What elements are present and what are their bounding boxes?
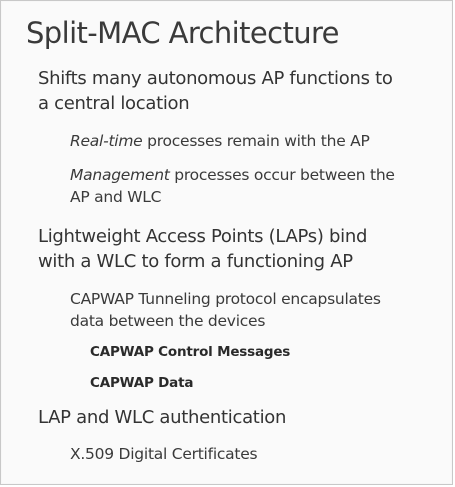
- bullet-line: CAPWAP Tunneling protocol encapsulates: [70, 290, 381, 308]
- bullet-text: processes remain with the AP: [142, 132, 370, 150]
- bullet-line: AP and WLC: [70, 188, 162, 206]
- bullet-text: processes occur between the: [169, 166, 395, 184]
- bullet-line: data between the devices: [70, 312, 266, 330]
- bullet-line: with a WLC to form a functioning AP: [38, 251, 353, 272]
- bullet-emphasis: Management: [70, 166, 170, 184]
- bullet-split-mac-shift: [38, 66, 393, 116]
- bullet-line: a central location: [38, 93, 190, 114]
- bullet-management: [70, 164, 395, 208]
- bullet-capwap-data: CAPWAP Data: [90, 375, 194, 391]
- bullet-x509: X.509 Digital Certificates: [70, 445, 258, 463]
- bullet-lightweight-aps: [38, 224, 367, 274]
- bullet-capwap-control: CAPWAP Control Messages: [90, 344, 291, 360]
- bullet-line: Shifts many autonomous AP functions to: [38, 68, 393, 89]
- bullet-emphasis: Real-time: [70, 132, 143, 150]
- bullet-real-time: [70, 130, 370, 152]
- bullet-line: Lightweight Access Points (LAPs) bind: [38, 226, 368, 247]
- bullet-capwap-tunneling: [70, 288, 381, 332]
- bullet-authentication: LAP and WLC authentication: [38, 407, 287, 428]
- slide-title: Split-MAC Architecture: [26, 16, 339, 50]
- slide-body: [2, 2, 451, 483]
